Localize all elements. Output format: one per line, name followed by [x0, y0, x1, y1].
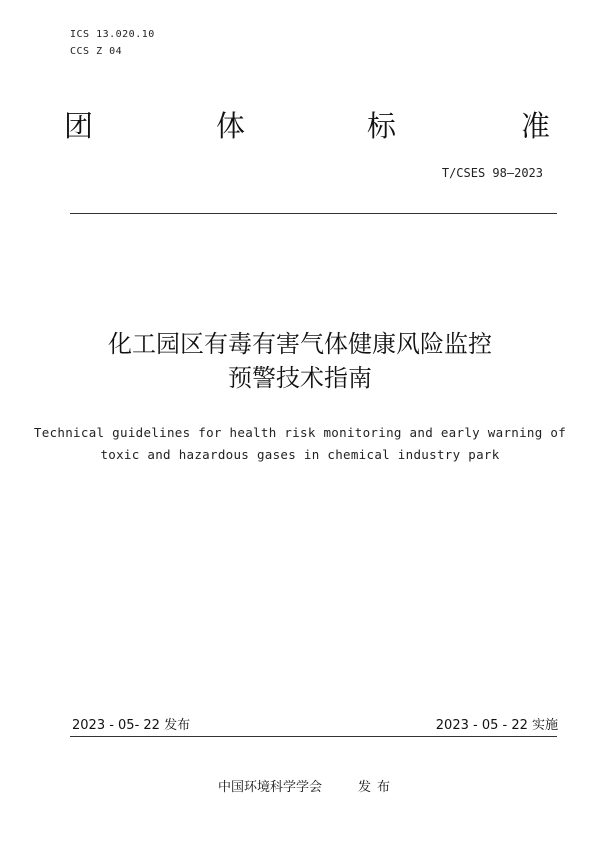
- category-char-4: 准: [521, 109, 551, 143]
- bottom-divider: [70, 736, 557, 737]
- chinese-title-line-1: 化工园区有毒有害气体健康风险监控: [108, 330, 492, 358]
- implementation-date: 2023 - 05 - 22 实施: [435, 718, 558, 733]
- publish-label: 发布: [358, 780, 397, 795]
- standard-number: T/CSES 98—2023: [441, 166, 543, 180]
- ccs-code: CCS Z 04: [70, 46, 123, 57]
- category-char-3: 标: [367, 109, 397, 143]
- chinese-title-line-2: 预警技术指南: [228, 364, 372, 392]
- category-char-2: 体: [216, 109, 246, 143]
- english-title-line-1: Technical guidelines for health risk monitoring and early warning of: [33, 425, 567, 440]
- top-divider: [70, 213, 557, 214]
- issue-date: 2023 - 05- 22 发布: [72, 718, 191, 733]
- publisher-name: 中国环境科学学会: [218, 780, 323, 795]
- ics-code: ICS 13.020.10: [70, 29, 155, 40]
- english-title-line-2: toxic and hazardous gases in chemical industry park: [100, 447, 500, 462]
- category-char-1: 团: [64, 109, 94, 143]
